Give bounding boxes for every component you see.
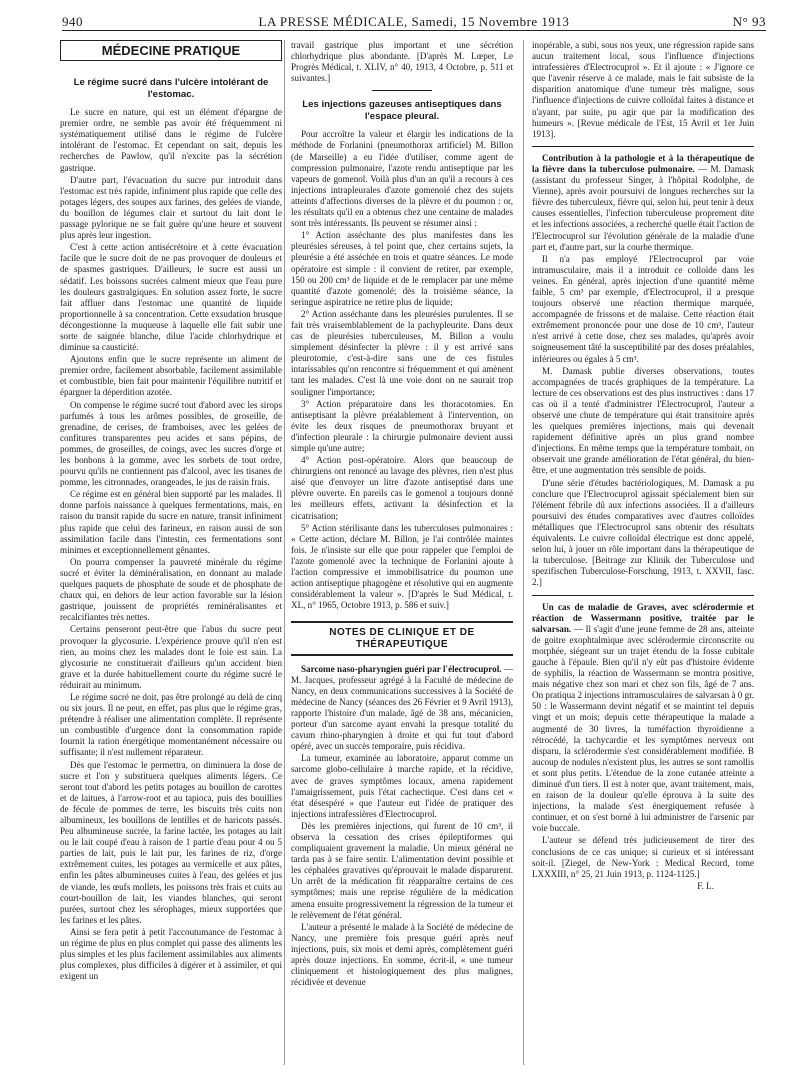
paragraph: Ainsi se fera petit à petit l'accoutumance de l'estomac à un régime de plus en plus complet qui passe des aliments les plus simples et les plus facilement assimilables aux aliments plus complexes, plus difficiles à digérer et à assimiler, et qui exigent un [60,926,282,982]
article-title: Les injections gazeuses antiseptiques dans l'espace pleural. [302,99,502,122]
journal-title: LA PRESSE MÉDICALE, Samedi, 15 Novembre 1913 [258,14,570,29]
paragraph: Ajoutons enfin que le sucre représente un aliment de premier ordre, facilement absorbable, facilement assimilable et combustible, bien fait pour maintenir l'équilibre nutritif et épargner la déperdition azotée. [60,354,282,398]
paragraph: Le sucre en nature, qui est un élément d'épargne de premier ordre, ne semble pas avoir été fréquemment ni systématiquement utilisé dans le régime de l'ulcère intolérant de l'estomac. Et cependant on sait, depuis les recherches de Pawlow, qu'il n'excite pas la sécrétion gastrique. [60,107,282,173]
paragraph: On pourra compenser la pauvreté minérale du régime sucré et éviter la déminéralisation, en donnant au malade quelques paquets de phosphate de soude et de phosphate de chaux qui, en dehors de leur action favorable sur la lésion gastrique, jouissent de propriétés reminéralisantes et recalcifiantes très nettes. [60,556,282,623]
paragraph: L'auteur a présenté le malade à la Société de médecine de Nancy, une première fois presque guéri après neuf injections, puis, six mois et demi après, complètement guéri après douze injections. En somme, écrit-il, « une tumeur cliniquement et histologiquement des plus malignes, récidivée et devenue [291,921,513,988]
paragraph: M. Damask publie diverses observations, toutes accompagnées de tracés graphiques de la température. La lecture de ces observations est des plus instructives : dans 17 cas où il a tenté d'administrer l'Electrocuprol, l'auteur a observé une chute de température qui était transitoire après les quelques premières injections, mais qui devenait rapidement définitive après un plus grand nombre d'injections. En même temps que la température tombait, on observait une grande amélioration de l'état général, du bien-être, et une augmentation très sensible de poids. [532,365,754,476]
column-1 [60,40,282,1070]
paragraph: Le régime sucré ne doit, pas être prolongé au delà de cinq ou six jours. Il ne peut, en effet, pas plus que le régime gras, prétendre à réaliser une alimentation complète. Il représente un combustible d'urgence dont la consommation rapide fournit la ration énergétique momentanément nécessaire ou suffisante; il n'est nullement réparateur. [60,691,282,758]
paragraph: Il n'a pas employé l'Electrocuprol par voie intramusculaire, mais il a introduit ce colloïde dans les veines. En général, après injection d'une quantité même faible, 5 cm³ par exemple, d'Electrocuprol, il a presque toujours observé une réaction thermique marquée, accompagnée de frissons et de malaise. Cette réaction était extrêmement prononcée pour une dose de 10 cm³, l'auteur n'est arrivé à cette dose, chez ses malades, qu'après avoir soigneusement tâté la susceptibilité par des doses préalables, inférieures ou égales à 5 cm³. [532,253,754,364]
page-number: 940 [62,14,83,29]
paragraph: 4° Action post-opératoire. Alors que beaucoup de chirurgiens ont renoncé au lavage des plèvres, rien n'est plus aisé que d'envoyer un litre d'azote antiseptisé dans une plèvre ouverte. En pareils cas le gomenol a toujours donné les meilleurs effets, activant la désinfection et la cicatrisation; [291,455,513,521]
paragraph: Ce régime est en général bien supporté par les malades. Il donne parfois naissance à quelques fermentations, mais, en raison du transit rapide du sucre en nature, transit infiniment plus rapide que celui des farineux, en raison aussi de son assimilation facile dans l'intestin, ces fermentations sont minimes et exceptionnellement gênantes. [60,489,282,555]
divider [532,595,754,596]
paragraph: 5° Action stérilisante dans les tuberculoses pulmonaires : « Cette action, déclare M. Billon, je l'ai contrôlée maintes fois. Je n'insiste sur elle que pour rappeler que l'emploi de l'azote gomenolé avec la technique de Forlanini ajoute à l'action compressive et immobilisatrice du poumon une action antiseptique phagogène et résolutive qui en augmente considérablement la valeur ». [D'après le Sud Médical, t. XL, n° 1965, Octobre 1913, p. 586 et suiv.] [291,522,513,611]
paragraph: 1° Action asséchante des plus manifestes dans les pleurésies séreuses, à tel point que, chez certains sujets, la pleurésie a été asséchée en trois et quatre séances. Le mode opératoire est simple : il convient de retirer, par exemple, 150 ou 200 cm³ de liquide et de le remplacer par une même quantité d'azote gomenolé; dès la troisième séance, la seringue aspiratrice ne retire plus de liquide; [291,230,513,307]
column-2 [291,40,513,1070]
note-text: — Il s'agit d'une jeune femme de 28 ans, atteinte de goitre exophtalmique avec sclérodermie circonscrite ou morphée, siégeant sur un trajet étendu de la fosse cubitale gauche à l'épaule. Bien qu'il n'y eût pas d'histoire évidente de syphilis, la réaction de Wassermann se montra positive, mais négative chez son mari et chez son fils, âgé de 7 ans. On pratiqua 2 injections intramusculaires de salvarsan à 0 gr. 50 : le Wassermann devint négatif et se maintint tel depuis vingt et un mois; depuis cette thérapeutique la malade a augmenté de 30 livres, la tuméfaction thyroïdienne a rétrocédé, la tachycardie et les symptômes nerveux ont disparu, la sclérodermie s'est considérablement modifiée. B aucoup de nodules n'existent plus, les autres se sont ramollis et sont plus petits. L'étendue de la zone cutanée atteinte a diminué d'un tiers. Il est à noter que, avant traitement, mais, en raison de la douleur qu'elle éprouva à la suite des injections, la malade s'est énergiquement refusée à continuer, et on s'est borné à lui administrer de l'arsenic par voie buccale. [532,623,754,834]
paragraph: Dès les premières injections, qui furent de 10 cm³, il observa la cessation des crises épileptiformes qui compliquaient gravement la maladie. Un mieux général ne tarda pas à se faire sentir. L'alimentation devint possible et les céphalées gravatives qu'éprouvait le malade disparurent. Un arrêt de la médication fit réapparaître certains de ces symptômes; mais une reprise régulière de la médication amena ensuite progressivement la régression de la tumeur et le relèvement de l'état général. [291,820,513,920]
article-title: Le régime sucré dans l'ulcère intolérant de l'estomac. [73,77,269,100]
paragraph: Pour accroître la valeur et élargir les indications de la méthode de Forlanini (pneumothorax artificiel) M. Billon (de Marseille) a eu l'idée d'utiliser, comme agent de compression pulmonaire, l'azote rendu antiseptique par les vapeurs de gomenol. Voilà plus d'un an qu'il a recours à ces injections intrapleurales d'azote gomenolé chez des sujets atteints d'affections diverses de la plèvre et du poumon : or, les résultats qu'il en a obtenus chez une centaine de malades sont très intéressants. Ils peuvent se résumer ainsi : [291,129,513,229]
issue-number: N° 93 [732,14,766,29]
paragraph: D'autre part, l'évacuation du sucre pur introduit dans l'estomac est très rapide, infiniment plus rapide que celle des potages légers, des soupes aux farines, des gelées de viande, du bouillon de légumes clair et surtout du lait dont le passage pylorique ne se fait guère qu'une heure et souvent plus après leur ingestion. [60,174,282,241]
note-text: — M. Damask (assistant du professeur Singer, à l'hôpital Rodolphe, de Vienne), après avoir poursuivi de longues recherches sur la fièvre des tuberculeux, fièvre qui, selon lui, peut tenir à deux causes essentielles, l'infection tuberculeuse proprement dite et les infections associées, a recherché quelle était l'action de l'Electrocuprol sur l'évolution générale de la maladie d'une part et, d'autre part, sur la courbe thermique. [532,163,754,252]
note-text: — M. Jacques, professeur agrégé à la Faculté de médecine de Nancy, en deux communications successives à la Société de médecine de Nancy (séances des 26 Février et 9 Avril 1913), rapporte l'histoire d'un malade, âgé de 38 ans, mécanicien, porteur d'un sarcome ayant envahi la presque totalité du cavum rhino-pharyngien à droite et qui fut tout d'abord opéré, avec un succès temporaire, puis récidiva. [291,663,513,752]
paragraph: On compense le régime sucré tout d'abord avec les sirops parfumés à tous les arômes possibles, de groseille, de grenadine, de cerises, de framboises, avec les gelées de confitures transparentes peu acides et sans pépins, de pommes, de groseilles, de coings, avec les sucres d'orge et les bonbons à la gomme, avec les sorbets de tout ordre, pourvu qu'ils ne contiennent pas d'alcool, avec les tisanes de pomme, les citronnades, orangeades, le jus de raisin frais. [60,399,282,488]
section-title: NOTES DE CLINIQUE ET DE THÉRAPEUTIQUE [291,621,513,655]
paragraph: D'une série d'études bactériologiques, M. Damask a pu conclure que l'Electrocuprol agissait spécialement bien sur l'élément fébrile dû aux infections associées. Il a d'ailleurs poursuivi des études comparatives avec d'autres colloïdes métalliques que l'Electrocuprol sans obtenir des résultats équivalents. Le cuivre colloïdal électrique est donc appelé, selon lui, à jouer un rôle important dans la thérapeutique de la tuberculose. [Beitrage zur Klinik der Tuberculose und spezifischen Tuberculose-Forschung, 1913, t. XXVII, fasc. 2.] [532,477,754,588]
paragraph: La tumeur, examinée au laboratoire, apparut comme un sarcome globo-cellulaire à marche rapide, et la récidive, avec de graves symptômes locaux, amena rapidement l'amaigrissement, puis l'état cachectique. C'est dans cet « état désespéré » que l'auteur eut l'idée de pratiquer des injections intrafessières d'Electrocuprol. [291,753,513,819]
page-header [62,14,766,31]
paragraph: Dès que l'estomac le permettra, on diminuera la dose de sucre et l'on y substituera quelques aliments légers. Ce seront tout d'abord les petits potages au bouillon de carottes et de laitues, à l'arrow-root et au tapioca, puis des bouillies de fécule de pommes de terre, les biscuits très cuits non albumineux, les bouillons de lentilles et de haricots passés. Peu albumineuse sucrée, la farine lactée, les potages au lait ou le lait coupé d'eau à raison de 1 partie d'eau pour 4 ou 5 parties de lait, puis le lait pur, les farines de riz, d'orge extrêmement cuites, les potages au vermicelle et aux pâtes, enfin les pâtes albumineuses cuites à l'eau, des gelées et jus de viande, les œufs mollets, les poissons très frais et cuits au court-bouillon de lait, les viandes blanches, qui seront purées, surtout chez les sérophages, mieux supportées que les farines et les pâtes. [60,759,282,925]
signature: F. L. [697,880,714,891]
paragraph: Certains penseront peut-être que l'abus du sucre peut provoquer la glycosurie. L'expérience prouve qu'il n'en est rien, au moins chez les malades dont le foie est sain. La glycosurie ne constituerait d'ailleurs qu'un accident bien grave et la durée habituellement courte du régime sucré le réduirait au minimum. [60,624,282,690]
paragraph: C'est à cette action antisécrétoire et à cette évacuation facile que le sucre doit de ne pas provoquer de douleurs et de spasmes gastriques. D'ailleurs, le sucre est aussi un sédatif. Les boissons sucrées calment mieux que l'eau pure les douleurs gastralgiques. En solution assez forte, le sucre fait affluer dans l'estomac une quantité de liquide proportionnelle à sa concentration. Cette exsudation brusque décongestionne la muqueuse à laquelle elle fait subir une sorte de saignée blanche, dilue l'acide chlorhydrique et diminue sa causticité. [60,242,282,353]
column-3 [532,40,754,1070]
column-divider [523,40,524,1065]
paragraph: inopérable, a subi, sous nos yeux, une régression rapide sans aucun traitement local, sous l'influence d'injections intrafessières d'Electrocuprol ». Et il ajoute : « J'ignore ce que l'avenir réserve à ce malade, mais le fait subsiste de la disparition anatomique d'une tumeur très maligne, sous l'influence d'injections de cuivre colloïdal faites à distance et n'ayant, par suite, pu agir que par la modification des humeurs ». [Revue médicale de l'Est, 15 Avril et 1er Juin 1913]. [532,40,754,139]
note-lead: Sarcome naso-pharyngien guéri par l'électrocuprol. [301,663,502,674]
section-title: MÉDECINE PRATIQUE [60,40,282,61]
paragraph: travail gastrique plus important et une sécrétion chlorhydrique plus abondante. [D'après M. Lœper, Le Progrès Médical, t. XLIV, n° 40, 1913, 4 Octobre, p. 511 et suivantes.] [291,40,513,84]
note-lead: Contribution à la pathologie et à la thérapeutique de la fièvre dans la tuberculose pulmonaire. [532,152,754,174]
divider [532,146,754,147]
paragraph: 2° Action asséchante dans les pleurésies purulentes. Il se fait très vraisemblablement de la pachypleurite. Dans deux cas de pleurésies tuberculeuses, M. Billon a voulu simplement désinfecter la plèvre : il y est arrivé sans pleurotomie, c'est-à-dire sans une de ces fistules intarissables qu'on rencontre si fréquemment et qui amènent tant les malades. C'est là une voie dont on ne saurait trop souligner l'importance; [291,308,513,397]
divider [372,90,432,91]
note-lead: Un cas de maladie de Graves, avec sclérodermie et réaction de Wassermann positive, traitée par le salvarsan. [532,601,754,634]
column-divider [284,40,285,1065]
paragraph: L'auteur se défend très judicieusement de tirer des conclusions de ce cas unique; si curieux et si intéressant soit-il. [Ziegel, de New-York : Medical Record, tome LXXXIII, n° 25, 21 Juin 1913, p. 1124-1125.] [532,835,754,879]
paragraph: 3° Action préparatoire dans les thoracotomies. En antiseptisant la plèvre préalablement à l'intervention, on évite les deux risques de pneumothorax bruyant et d'infection pleurale : la chirurgie pulmonaire devient aussi simple qu'une autre; [291,398,513,453]
